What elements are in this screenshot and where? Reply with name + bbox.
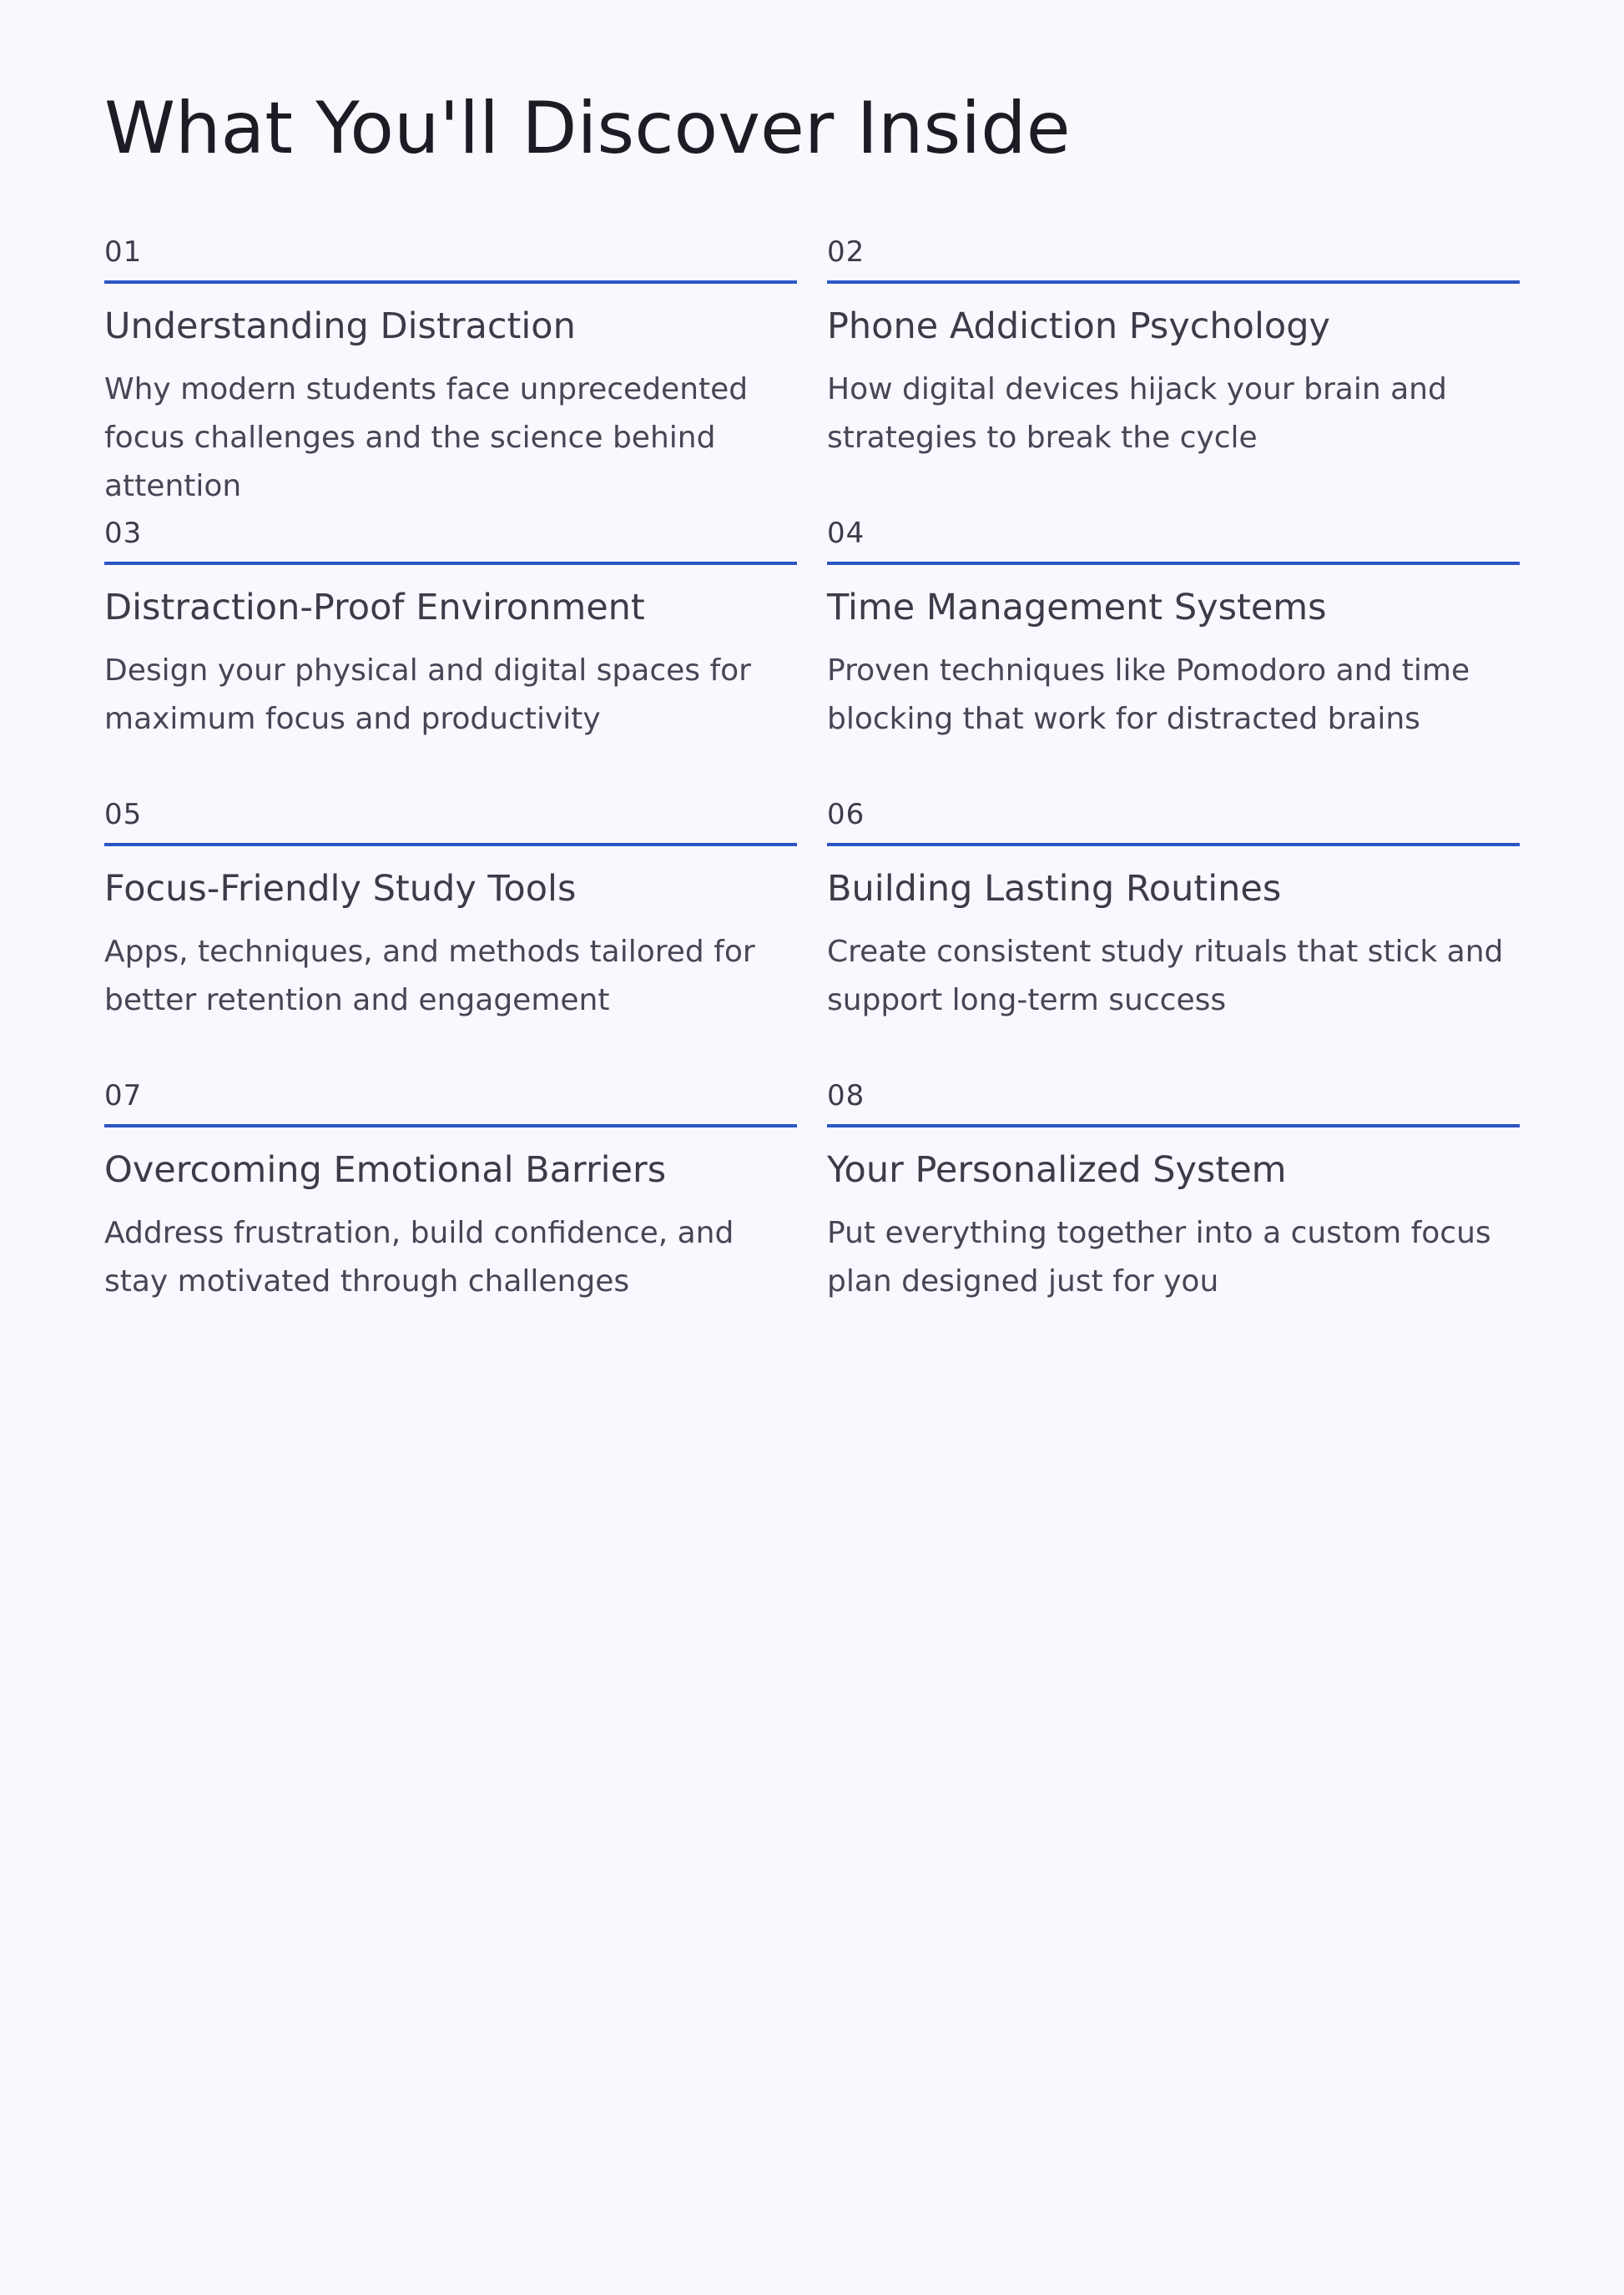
item-number: 02 (827, 235, 865, 269)
contents-grid (104, 232, 1520, 1357)
content-item-03 (104, 513, 797, 794)
item-description: Address frustration, build confidence, and stay motivated through challenges (104, 1216, 734, 1299)
item-title: Phone Addiction Psychology (827, 305, 1330, 347)
divider-rule (104, 562, 797, 565)
divider-rule (827, 843, 1520, 846)
item-number: 05 (104, 798, 143, 831)
item-description: Apps, techniques, and methods tailored for better retention and engagement (104, 935, 755, 1017)
item-description: Why modern students face unprecedented focus challenges and the science behind attention (104, 372, 749, 503)
item-title: Focus-Friendly Study Tools (104, 868, 577, 910)
divider-rule (104, 280, 797, 284)
content-item-06 (827, 794, 1520, 1076)
item-description: Create consistent study rituals that stick and support long-term success (827, 935, 1504, 1017)
item-number: 08 (827, 1079, 865, 1112)
content-item-08 (827, 1076, 1520, 1357)
content-item-07 (104, 1076, 797, 1357)
content-item-04 (827, 513, 1520, 794)
item-description: Put everything together into a custom focus plan designed just for you (827, 1216, 1491, 1299)
divider-rule (827, 280, 1520, 284)
item-number: 07 (104, 1079, 143, 1112)
item-title: Building Lasting Routines (827, 868, 1282, 910)
item-title: Distraction-Proof Environment (104, 587, 645, 628)
content-item-02 (827, 232, 1520, 513)
divider-rule (104, 843, 797, 846)
content-item-01 (104, 232, 797, 513)
item-description: Design your physical and digital spaces for maximum focus and productivity (104, 653, 751, 736)
item-number: 01 (104, 235, 143, 269)
item-description: How digital devices hijack your brain and strategies to break the cycle (827, 372, 1447, 455)
item-title: Understanding Distraction (104, 305, 576, 347)
content-item-05 (104, 794, 797, 1076)
item-number: 03 (104, 517, 143, 550)
item-title: Overcoming Emotional Barriers (104, 1149, 667, 1191)
item-number: 04 (827, 517, 865, 550)
item-description: Proven techniques like Pomodoro and time blocking that work for distracted brains (827, 653, 1470, 736)
divider-rule (827, 1124, 1520, 1127)
item-number: 06 (827, 798, 865, 831)
divider-rule (827, 562, 1520, 565)
item-title: Your Personalized System (827, 1149, 1287, 1191)
item-title: Time Management Systems (827, 587, 1327, 628)
divider-rule (104, 1124, 797, 1127)
page-title: What You'll Discover Inside (104, 87, 1071, 170)
